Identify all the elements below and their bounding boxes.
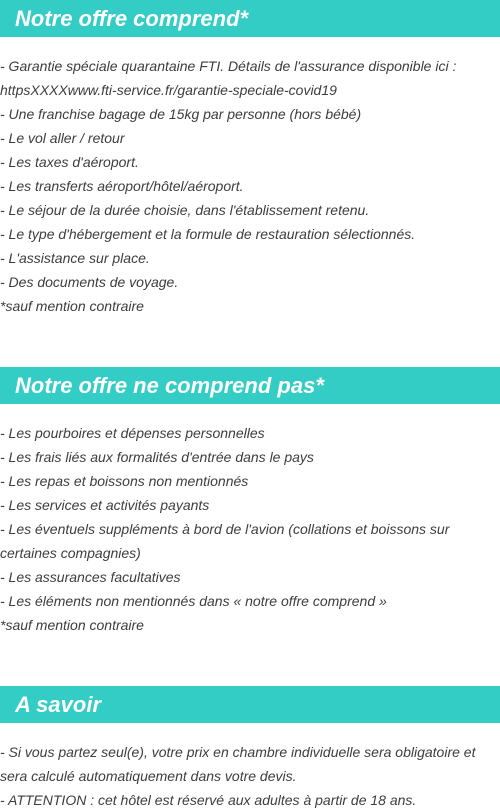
list-item: - Le type d'hébergement et la formule de restauration sélectionnés. [0, 226, 416, 242]
section-title: A savoir [15, 691, 102, 717]
list-item: certaines compagnies) [0, 545, 141, 561]
list-item: - Des documents de voyage. [0, 274, 179, 290]
list-item: - Les repas et boissons non mentionnés [0, 473, 249, 489]
section-header-good-to-know [0, 686, 500, 723]
not-included-list [0, 421, 500, 637]
list-item: - Garantie spéciale quarantaine FTI. Détails de l'assurance disponible ici : [0, 58, 457, 74]
list-item: - Les taxes d'aéroport. [0, 154, 139, 170]
list-item: - Les frais liés aux formalités d'entrée dans le pays [0, 449, 314, 465]
list-item: - Le vol aller / retour [0, 130, 125, 146]
list-item: sera calculé automatiquement dans votre devis. [0, 768, 297, 784]
good-to-know-list [0, 740, 500, 812]
list-item: - Les services et activités payants [0, 497, 210, 513]
footnote: *sauf mention contraire [0, 298, 144, 314]
section-header-included [0, 0, 500, 37]
list-item: - Une franchise bagage de 15kg par personne (hors bébé) [0, 106, 362, 122]
list-item: - Les transferts aéroport/hôtel/aéroport. [0, 178, 244, 194]
section-title: Notre offre ne comprend pas* [15, 372, 324, 398]
list-item: - Les pourboires et dépenses personnelles [0, 425, 265, 441]
list-item: - Les assurances facultatives [0, 569, 181, 585]
list-item: httpsXXXXwww.fti-service.fr/garantie-speciale-covid19 [0, 82, 337, 98]
list-item: - L'assistance sur place. [0, 250, 150, 266]
included-list [0, 54, 500, 318]
list-item: - Le séjour de la durée choisie, dans l'établissement retenu. [0, 202, 370, 218]
section-title: Notre offre comprend* [15, 5, 249, 31]
list-item: - Les éléments non mentionnés dans « notre offre comprend » [0, 593, 387, 609]
list-item: - Si vous partez seul(e), votre prix en chambre individuelle sera obligatoire et [0, 744, 476, 760]
section-header-not-included [0, 367, 500, 404]
list-item: - Les éventuels suppléments à bord de l'avion (collations et boissons sur [0, 521, 450, 537]
list-item: - ATTENTION : cet hôtel est réservé aux adultes à partir de 18 ans. [0, 792, 417, 808]
footnote: *sauf mention contraire [0, 617, 144, 633]
